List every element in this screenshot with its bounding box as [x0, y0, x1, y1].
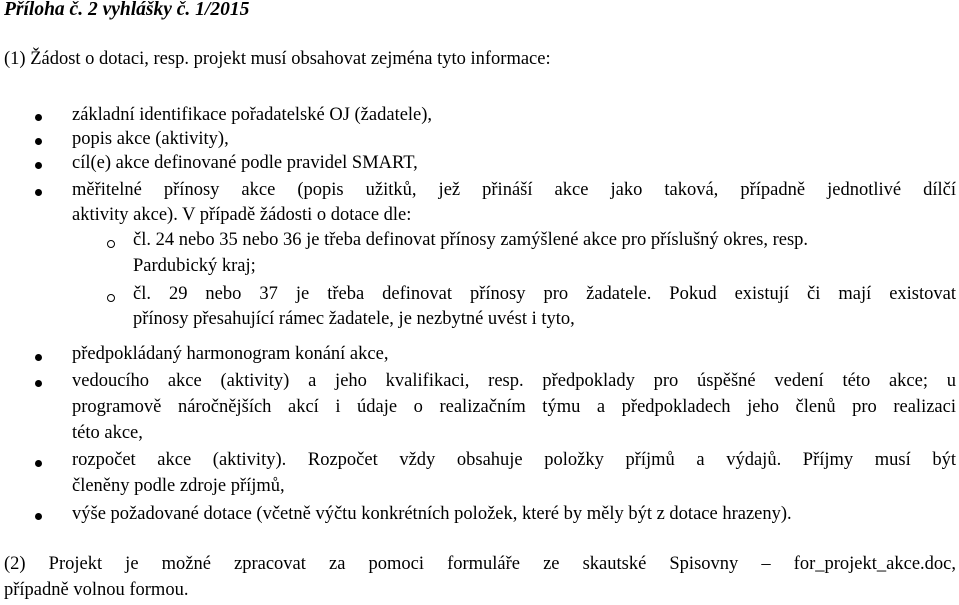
bullet-icon	[35, 162, 42, 169]
sub-list-item-text: čl. 24 nebo 35 nebo 36 je třeba definovat přínosy zamýšlené akce pro příslušný okres, resp.	[133, 230, 809, 250]
list-item-text: této akce,	[72, 423, 143, 443]
circle-bullet-icon	[107, 240, 115, 248]
bullet-icon	[35, 114, 42, 121]
list-item-text: měřitelné přínosy akce (popis užitků, jež přináší akce jako taková, případně jednotlivé dílčí	[72, 180, 956, 200]
list-item-text: členěny podle zdroje příjmů,	[72, 476, 285, 496]
bullet-icon	[35, 460, 42, 467]
bullet-icon	[35, 380, 42, 387]
bullet-icon	[35, 513, 42, 520]
list-item-text: programově náročnějších akcí i údaje o realizačním týmu a předpokladech jeho členů pro realizaci	[72, 397, 956, 417]
list-item-text: předpokládaný harmonogram konání akce,	[72, 344, 389, 364]
bullet-icon	[35, 138, 42, 145]
list-item-text: rozpočet akce (aktivity). Rozpočet vždy obsahuje položky příjmů a výdajů. Příjmy musí být	[72, 450, 956, 470]
section-2-text: (2) Projekt je možné zpracovat za pomoci formuláře ze skautské Spisovny – for_projekt_akce.doc,	[4, 554, 956, 574]
sub-list-item-text: Pardubický kraj;	[133, 256, 256, 276]
bullet-icon	[35, 354, 42, 361]
list-item-text: vedoucího akce (aktivity) a jeho kvalifikaci, resp. předpoklady pro úspěšné vedení této akce; u	[72, 371, 956, 391]
section-2-text: případně volnou formou.	[4, 580, 189, 600]
list-item-text: cíl(e) akce definované podle pravidel SMART,	[72, 153, 418, 173]
section-1-intro: (1) Žádost o dotaci, resp. projekt musí obsahovat zejména tyto informace:	[4, 49, 551, 69]
circle-bullet-icon	[107, 294, 115, 302]
document-title: Příloha č. 2 vyhlášky č. 1/2015	[4, 0, 250, 20]
bullet-icon	[35, 189, 42, 196]
list-item-text: popis akce (aktivity),	[72, 129, 229, 149]
sub-list-item-text: přínosy přesahující rámec žadatele, je nezbytné uvést i tyto,	[133, 309, 575, 329]
list-item-text: výše požadované dotace (včetně výčtu konkrétních položek, které by měly být z dotace hrazeny).	[72, 504, 792, 524]
list-item-text: základní identifikace pořadatelské OJ (žadatele),	[72, 105, 433, 125]
sub-list-item-text: čl. 29 nebo 37 je třeba definovat přínosy pro žadatele. Pokud existují či mají existovat	[133, 284, 956, 304]
list-item-text: aktivity akce). V případě žádosti o dotace dle:	[72, 205, 412, 225]
